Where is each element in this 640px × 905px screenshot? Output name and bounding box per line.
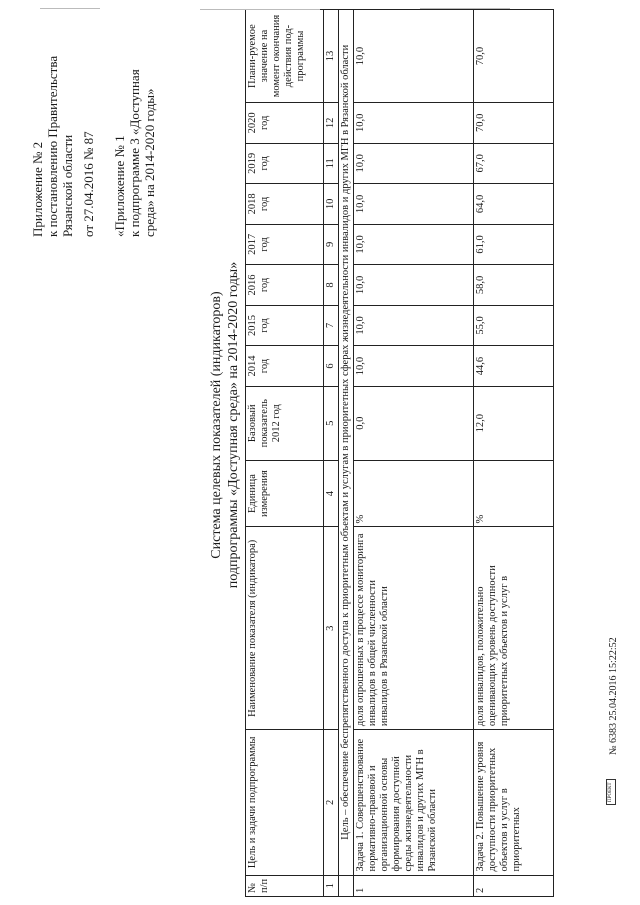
col-header-2017: 2017 год (246, 224, 324, 265)
annex-line: Приложение № 2 (30, 141, 45, 237)
row-2018: 64,0 (474, 184, 554, 225)
col-header-2020: 2020 год (246, 103, 324, 144)
row-2019: 67,0 (474, 143, 554, 184)
row-2015: 55,0 (474, 305, 554, 346)
annex2-line: к подпрограмме 3 «Доступная (127, 69, 142, 237)
annex-block (30, 7, 157, 237)
scan-artifact (200, 9, 320, 10)
row-task: Задача 2. Повышение уровня доступности приоритетных объектов и услуг в приоритетных (474, 730, 554, 875)
table-row (354, 10, 474, 897)
row-2018: 10,0 (354, 184, 474, 225)
goal-row (339, 10, 354, 897)
col-header-indicator: Наименование показателя (индикатора) (246, 527, 324, 730)
goal-text: Цель – обеспечение беспрепятственного доступа к приоритетным объектам и услугам в приоритетных сферах жизнедеятельности инвалидов и других МГН в Рязанской области (339, 10, 354, 876)
col-header-unit: Единица измерения (246, 460, 324, 527)
col-header-num: № п/п (246, 875, 324, 896)
row-base: 12,0 (474, 386, 554, 460)
col-header-planned: Плани-руемое значение на момент окончания действия под-программы (246, 10, 324, 103)
row-task: Задача 1. Совершенствование нормативно-правовой и организационной основы формирования доступной среды жизнедеятельности инвалидов и других МГН в Рязанской области (354, 730, 474, 875)
title-line-1: Система целевых показателей (индикаторов) (209, 291, 224, 559)
row-2017: 10,0 (354, 224, 474, 265)
annex2-line: «Приложение № 1 (112, 135, 127, 237)
document-title (208, 195, 242, 655)
col-header-2015: 2015 год (246, 305, 324, 346)
scan-artifact (40, 8, 100, 9)
title-line-2: подпрограммы «Доступная среда» на 2014-2020 годы» (226, 261, 241, 589)
index-cell: 10 (324, 184, 339, 225)
row-base: 0,0 (354, 386, 474, 460)
row-2016: 58,0 (474, 265, 554, 306)
table-header-row (246, 10, 324, 897)
col-header-base: Базовый показатель 2012 год (246, 386, 324, 460)
row-2020: 10,0 (354, 103, 474, 144)
index-cell: 13 (324, 10, 339, 103)
index-cell: 4 (324, 460, 339, 527)
col-header-goal: Цель и задачи подпрограммы (246, 730, 324, 875)
annex2-line: среда» на 2014-2020 годы» (142, 88, 157, 237)
row-2014: 44,6 (474, 346, 554, 387)
annex-line: Рязанской области (60, 134, 75, 237)
index-cell: 2 (324, 730, 339, 875)
row-planned: 10,0 (354, 10, 474, 103)
barcode-stamp: ПРОЕКТ (606, 779, 616, 805)
indicators-table (245, 9, 554, 897)
row-2015: 10,0 (354, 305, 474, 346)
col-header-2016: 2016 год (246, 265, 324, 306)
index-cell: 11 (324, 143, 339, 184)
index-cell: 7 (324, 305, 339, 346)
col-header-2019: 2019 год (246, 143, 324, 184)
annex-line: к постановлению Правительства (45, 55, 60, 237)
row-unit: % (354, 460, 474, 527)
index-cell: 12 (324, 103, 339, 144)
index-cell: 5 (324, 386, 339, 460)
row-indicator: доля опрошенных в процессе мониторинга инвалидов в общей численности инвалидов в Рязанской области (354, 527, 474, 730)
index-cell: 9 (324, 224, 339, 265)
row-2014: 10,0 (354, 346, 474, 387)
index-cell: 8 (324, 265, 339, 306)
table-index-row (324, 10, 339, 897)
row-indicator: доля инвалидов, положительно оценивающих уровень доступности приоритетных объектов и услуг в (474, 527, 554, 730)
row-2017: 61,0 (474, 224, 554, 265)
row-2019: 10,0 (354, 143, 474, 184)
annex-date-line: от 27.04.2016 № 87 (81, 131, 96, 237)
col-header-2018: 2018 год (246, 184, 324, 225)
goal-row-blank (339, 875, 354, 896)
scan-artifact (420, 8, 510, 9)
row-unit: % (474, 460, 554, 527)
index-cell: 6 (324, 346, 339, 387)
index-cell: 3 (324, 527, 339, 730)
row-planned: 70,0 (474, 10, 554, 103)
row-2016: 10,0 (354, 265, 474, 306)
row-2020: 70,0 (474, 103, 554, 144)
col-header-2014: 2014 год (246, 346, 324, 387)
row-num: 2 (474, 875, 554, 896)
registration-number: № 6383 25.04.2016 15:22:52 (608, 637, 619, 755)
table-row (474, 10, 554, 897)
row-num: 1 (354, 875, 474, 896)
index-cell: 1 (324, 875, 339, 896)
